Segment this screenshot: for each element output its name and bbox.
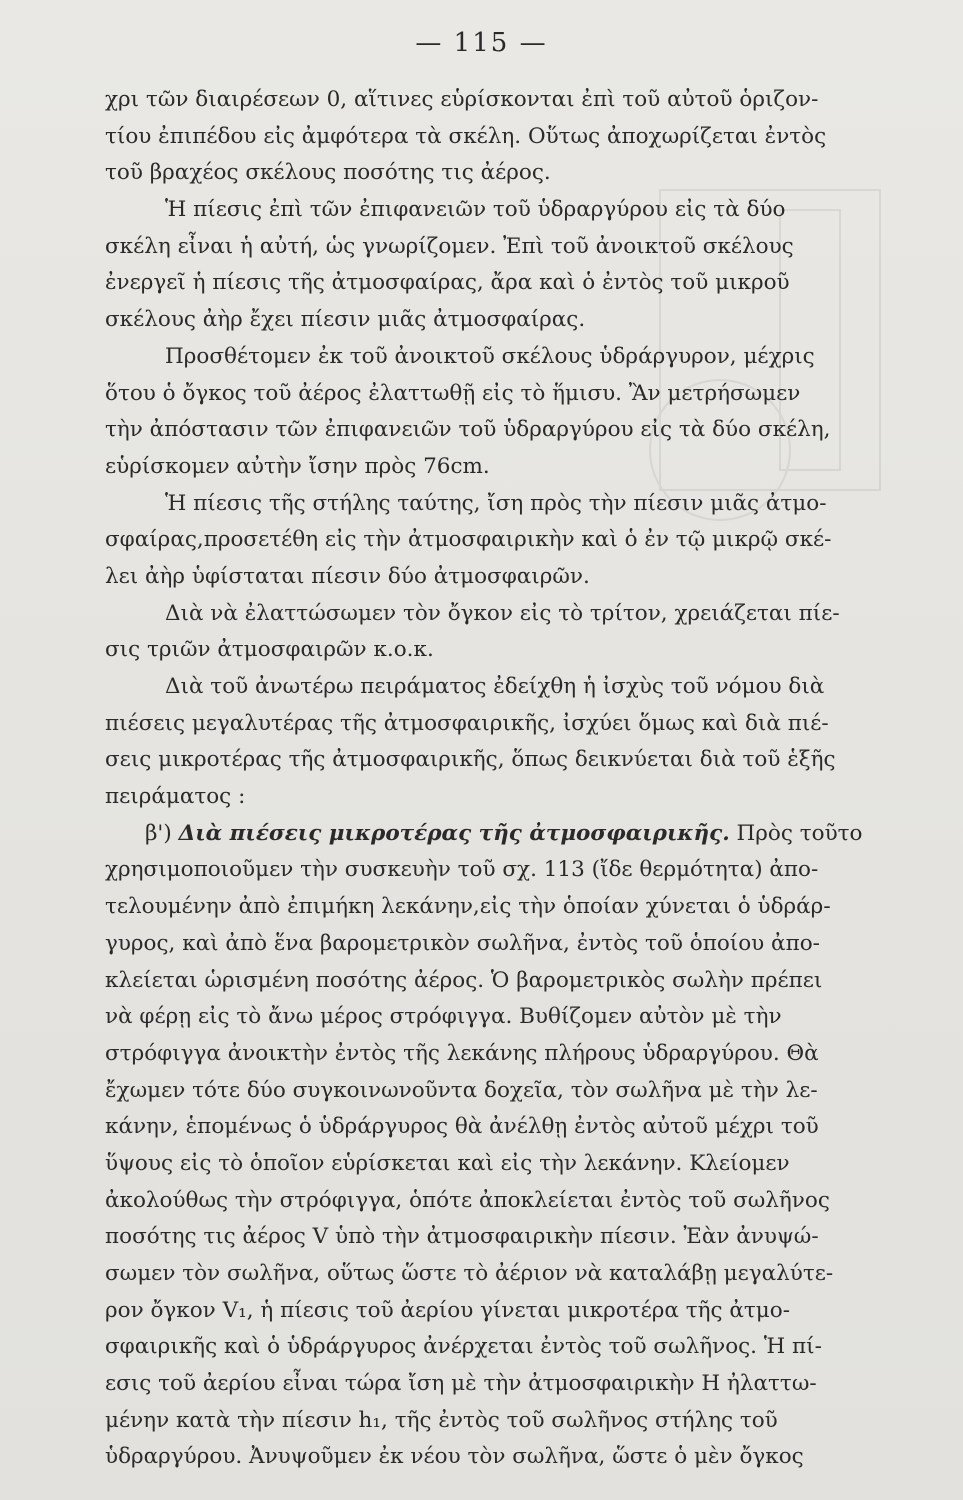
text-line: Προσθέτομεν ἐκ τοῦ ἀνοικτοῦ σκέλους ὑδράργυρον, μέχρις <box>165 343 815 369</box>
section-label: β') <box>145 820 179 846</box>
text-line: πιέσεις μεγαλυτέρας τῆς ἀτμοσφαιρικῆς, ἰσχύει ὅμως καὶ διὰ πιέ- <box>105 710 829 736</box>
text-line: λει ἀὴρ ὑφίσταται πίεσιν δύο ἀτμοσφαιρῶν. <box>105 563 590 589</box>
text-line: κλείεται ὡρισμένη ποσότης ἀέρος. Ὁ βαρομετρικὸς σωλὴν πρέπει <box>105 967 823 993</box>
text-line: τοῦ βραχέος σκέλους ποσότης τις ἀέρος. <box>105 160 551 186</box>
text-line: ἔχωμεν τότε δύο συγκοινωνοῦντα δοχεῖα, τὸν σωλῆνα μὲ τὴν λε- <box>105 1077 818 1103</box>
text-line: εσις τοῦ ἀερίου εἶναι τώρα ἴση μὲ τὴν ἀτμοσφαιρικὴν H ἠλαττω- <box>105 1371 817 1397</box>
text-line: Ἡ πίεσις ἐπὶ τῶν ἐπιφανειῶν τοῦ ὑδραργύρου εἰς τὰ δύο <box>165 197 786 223</box>
text-line: σκέλη εἶναι ἡ αὐτή, ὡς γνωρίζομεν. Ἐπὶ τοῦ ἀνοικτοῦ σκέλους <box>105 233 794 259</box>
text-line: χρησιμοποιοῦμεν τὴν συσκευὴν τοῦ σχ. 113 (ἴδε θερμότητα) ἀπο- <box>105 857 819 883</box>
text-line: τὴν ἀπόστασιν τῶν ἐπιφανειῶν τοῦ ὑδραργύρου εἰς τὰ δύο σκέλη, <box>105 417 831 443</box>
page-number: — 115 — <box>415 28 548 58</box>
text-line: Διὰ τοῦ ἀνωτέρω πειράματος ἐδείχθη ἡ ἰσχὺς τοῦ νόμου διὰ <box>165 674 825 699</box>
text-line: πειράματος : <box>105 784 246 810</box>
text-line: χρι τῶν διαιρέσεων 0, αἵτινες εὑρίσκονται ἐπὶ τοῦ αὐτοῦ ὁριζον- <box>105 87 819 112</box>
body-text <box>105 82 905 1476</box>
text-line: τελουμένην ἀπὸ ἐπιμήκη λεκάνην,εἰς τὴν ὁποίαν χύνεται ὁ ὑδράρ- <box>105 894 831 920</box>
text-line: σεις μικροτέρας τῆς ἀτμοσφαιρικῆς, ὅπως δεικνύεται διὰ τοῦ ἑξῆς <box>105 747 836 773</box>
text-line: ἐνεργεῖ ἡ πίεσις τῆς ἀτμοσφαίρας, ἄρα καὶ ὁ ἐντὸς τοῦ μικροῦ <box>105 270 790 296</box>
section-heading: Διὰ πιέσεις μικροτέρας τῆς ἀτμοσφαιρικῆς. <box>178 820 730 846</box>
text-line: μένην κατὰ τὴν πίεσιν h₁, τῆς ἐντὸς τοῦ σωλῆνος στήλης τοῦ <box>105 1407 778 1433</box>
text-line: ὅτου ὁ ὄγκος τοῦ ἀέρος ἐλαττωθῇ εἰς τὸ ἥμισυ. Ἂν μετρήσωμεν <box>105 380 801 406</box>
text-line: εὑρίσκομεν αὐτὴν ἴσην πρὸς 76cm. <box>105 453 490 479</box>
text-line: τίου ἐπιπέδου εἰς ἀμφότερα τὰ σκέλη. Οὕτως ἀποχωρίζεται ἐντὸς <box>105 123 827 149</box>
text-line: σωμεν τὸν σωλῆνα, οὕτως ὥστε τὸ ἀέριον νὰ καταλάβῃ μεγαλύτε- <box>105 1261 834 1286</box>
text-line: Ἡ πίεσις τῆς στήλης ταύτης, ἴση πρὸς τὴν πίεσιν μιᾶς ἀτμο- <box>165 490 827 516</box>
text-line: ἀκολούθως τὴν στρόφιγγα, ὁπότε ἀποκλείεται ἐντὸς τοῦ σωλῆνος <box>105 1187 830 1213</box>
text-line: σφαιρικῆς καὶ ὁ ὑδράργυρος ἀνέρχεται ἐντὸς τοῦ σωλῆνος. Ἡ πί- <box>105 1334 822 1360</box>
text-line: σφαίρας,προσετέθη εἰς τὴν ἀτμοσφαιρικὴν καὶ ὁ ἐν τῷ μικρῷ σκέ- <box>105 527 832 553</box>
text-line: ὕψους εἰς τὸ ὁποῖον εὑρίσκεται καὶ εἰς τὴν λεκάνην. Κλείομεν <box>105 1150 790 1176</box>
text-line: ὑδραργύρου. Ἀνυψοῦμεν ἐκ νέου τὸν σωλῆνα, ὥστε ὁ μὲν ὄγκος <box>105 1444 804 1470</box>
text-line: κάνην, ἑπομένως ὁ ὑδράργυρος θὰ ἀνέλθῃ ἐντὸς αὐτοῦ μέχρι τοῦ <box>105 1114 819 1140</box>
text-line: ποσότης τις ἀέρος V ὑπὸ τὴν ἀτμοσφαιρικὴν πίεσιν. Ἐὰν ἀνυψώ- <box>105 1224 819 1250</box>
text-line: Διὰ νὰ ἐλαττώσωμεν τὸν ὄγκον εἰς τὸ τρίτον, χρειάζεται πίε- <box>165 600 840 626</box>
text-line: ρον ὄγκον V₁, ἡ πίεσις τοῦ ἀερίου γίνεται μικροτέρα τῆς ἀτμο- <box>105 1297 790 1323</box>
text-line: σις τριῶν ἀτμοσφαιρῶν κ.ο.κ. <box>105 637 434 663</box>
text-line: στρόφιγγα ἀνοικτὴν ἐντὸς τῆς λεκάνης πλήρους ὑδραργύρου. Θὰ <box>105 1040 819 1066</box>
text-line <box>105 816 905 853</box>
section-text: Πρὸς τοῦτο <box>729 820 863 846</box>
text-line: σκέλους ἀὴρ ἔχει πίεσιν μιᾶς ἀτμοσφαίρας. <box>105 307 586 333</box>
text-line: νὰ φέρῃ εἰς τὸ ἄνω μέρος στρόφιγγα. Βυθίζομεν αὐτὸν μὲ τὴν <box>105 1004 782 1030</box>
text-line: γυρος, καὶ ἀπὸ ἕνα βαρομετρικὸν σωλῆνα, ἐντὸς τοῦ ὁποίου ἀπο- <box>105 930 820 956</box>
